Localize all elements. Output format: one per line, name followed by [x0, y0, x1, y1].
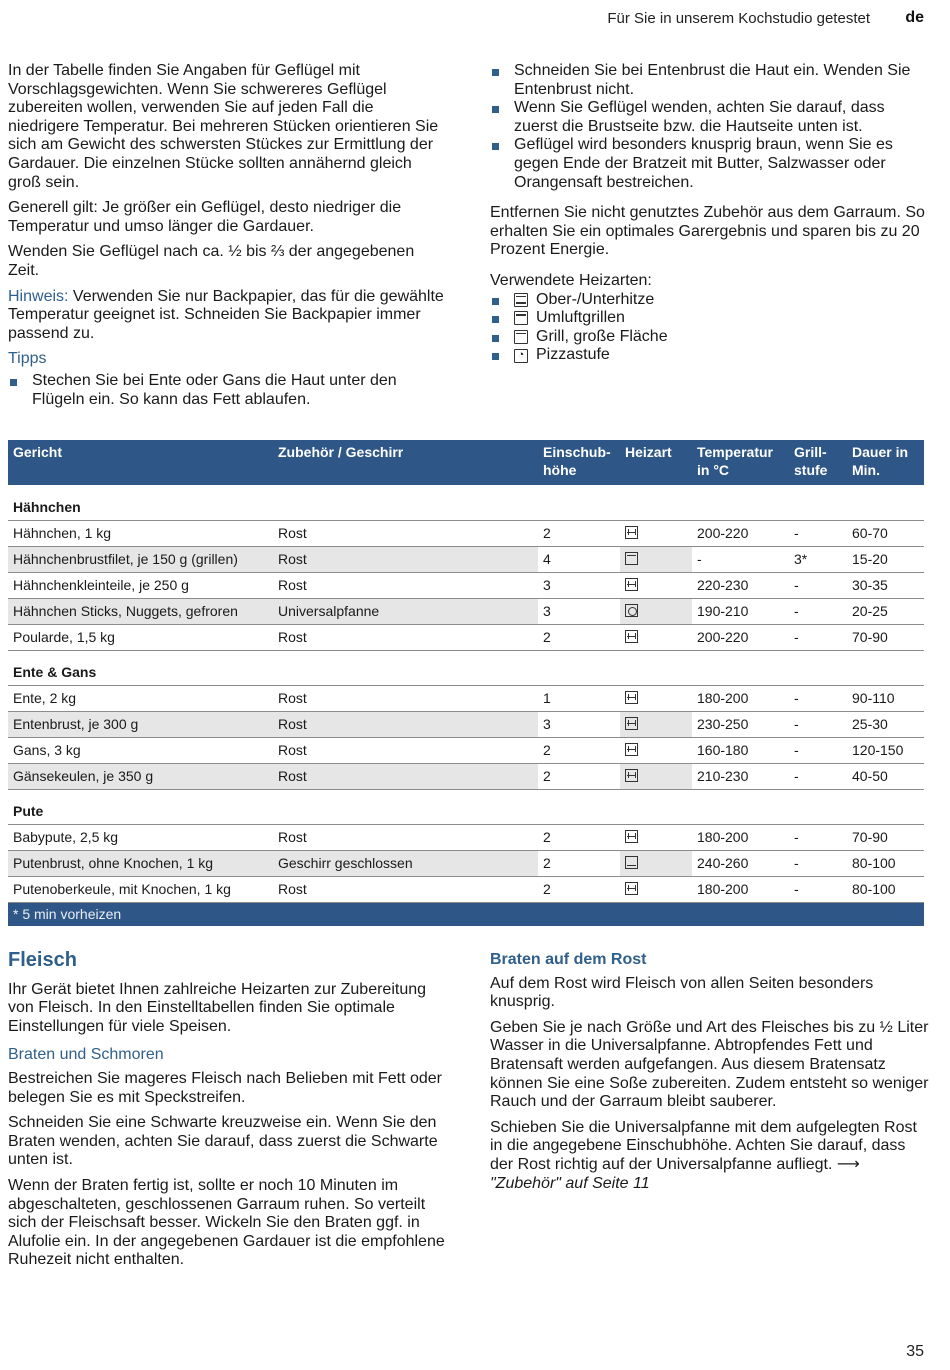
group-title: Ente & Gans	[8, 650, 924, 685]
cell-level: 2	[538, 850, 620, 876]
cell-time: 15-20	[847, 546, 924, 572]
cell-time: 30-35	[847, 572, 924, 598]
meat-intro: Ihr Gerät bietet Ihnen zahlreiche Heizarten zur Zubereitung von Fleisch. In den Einstelltabellen finden Sie optimale Einstellungen für viele Speisen.	[8, 980, 427, 1035]
table-row	[8, 824, 924, 850]
rost-paragraph-2: Geben Sie je nach Größe und Art des Fleisches bis zu ½ Liter Wasser in die Universalpfanne. Abtropfendes Fett und Bratensaft werden aufgefangen. Aus diesem Bratensatz können Sie eine Soße zubereiten. Zudem entsteht so weniger Rauch und der Garraum bleibt sauberer.	[490, 1018, 929, 1111]
page-number: 35	[906, 1343, 924, 1360]
fan-grill-icon	[625, 769, 638, 782]
table-row	[8, 876, 924, 902]
column-header-accessory: Zubehör / Geschirr	[273, 440, 538, 485]
column-header-time: Dauer in Min.	[847, 440, 924, 485]
cell-dish: Gans, 3 kg	[8, 737, 273, 763]
table-row	[8, 520, 924, 546]
cell-dish: Hähnchen Sticks, Nuggets, gefroren	[8, 598, 273, 624]
cell-grill: -	[789, 572, 847, 598]
cell-accessory: Rost	[273, 520, 538, 546]
cell-mode	[620, 546, 692, 572]
header-title: Für Sie in unserem Kochstudio getestet	[607, 10, 870, 27]
braten-heading: Braten und Schmoren	[8, 1046, 164, 1064]
braten-paragraph-3: Wenn der Braten fertig ist, sollte er noch 10 Minuten im abgeschalteten, geschlossenen Garraum ruhen. So verteilt sich der Fleischsaft besser. Wickeln Sie den Braten ggf. in Alufolie ein. In der angegebenen Gardauer ist die empfohlene Ruhezeit nicht enthalten.	[8, 1176, 445, 1269]
cell-grill: 3*	[789, 546, 847, 572]
cell-temp: 200-220	[692, 624, 789, 650]
heating-mode-label: Pizzastufe	[536, 346, 610, 364]
column-header-mode: Heizart	[620, 440, 692, 485]
cell-mode	[620, 876, 692, 902]
heating-modes-heading: Verwendete Heizarten:	[490, 271, 652, 289]
cell-grill: -	[789, 850, 847, 876]
table-row	[8, 763, 924, 789]
cell-temp: 230-250	[692, 711, 789, 737]
cell-mode	[620, 598, 692, 624]
cell-temp: -	[692, 546, 789, 572]
cell-grill: -	[789, 876, 847, 902]
cell-mode	[620, 685, 692, 711]
page-header	[0, 8, 950, 30]
braten-paragraph-1: Bestreichen Sie mageres Fleisch nach Belieben mit Fett oder belegen Sie es mit Speckstreifen.	[8, 1069, 442, 1106]
table-group-row	[8, 789, 924, 824]
cell-accessory: Geschirr geschlossen	[273, 850, 538, 876]
cell-accessory: Rost	[273, 824, 538, 850]
cell-level: 3	[538, 598, 620, 624]
fan-grill-icon	[625, 717, 638, 730]
heating-mode-label: Ober-/Unterhitze	[536, 290, 655, 308]
cell-grill: -	[789, 763, 847, 789]
cell-mode	[620, 711, 692, 737]
cell-temp: 210-230	[692, 763, 789, 789]
cell-dish: Poularde, 1,5 kg	[8, 624, 273, 650]
pizza-setting-icon	[625, 604, 638, 617]
cell-mode	[620, 520, 692, 546]
cell-dish: Entenbrust, je 300 g	[8, 711, 273, 737]
meat-left-column	[8, 951, 448, 1277]
cell-level: 2	[538, 624, 620, 650]
cell-time: 90-110	[847, 685, 924, 711]
section-heading-fleisch: Fleisch	[8, 949, 77, 971]
hint-label: Hinweis:	[8, 287, 69, 305]
language-code: de	[905, 9, 924, 26]
column-header-temp: Temperatur in °C	[692, 440, 789, 485]
table-row	[8, 624, 924, 650]
fan-grill-icon	[625, 578, 638, 591]
rost-paragraph-1: Auf dem Rost wird Fleisch von allen Seiten besonders knusprig.	[490, 974, 874, 1011]
table-group-row	[8, 650, 924, 685]
heating-mode-item	[490, 309, 930, 328]
cell-temp: 180-200	[692, 685, 789, 711]
tips-list-left	[8, 372, 448, 409]
grill-large-icon	[514, 330, 528, 344]
column-header-dish: Gericht	[8, 440, 273, 485]
cell-level: 2	[538, 520, 620, 546]
poultry-settings-table	[8, 440, 924, 926]
cell-level: 1	[538, 685, 620, 711]
table-row	[8, 711, 924, 737]
cell-temp: 180-200	[692, 876, 789, 902]
cell-accessory: Rost	[273, 685, 538, 711]
grill-large-icon	[625, 552, 638, 565]
heating-mode-item	[490, 328, 930, 347]
cell-grill: -	[789, 824, 847, 850]
hint-paragraph	[8, 288, 448, 344]
cell-accessory: Rost	[273, 572, 538, 598]
intro-paragraph-3: Wenden Sie Geflügel nach ca. ½ bis ⅔ der angegebenen Zeit.	[8, 243, 415, 279]
accessory-page-link[interactable]: "Zubehör" auf Seite 11	[490, 1174, 650, 1192]
cell-level: 2	[538, 763, 620, 789]
cell-grill: -	[789, 685, 847, 711]
top-bottom-heat-icon	[625, 856, 638, 869]
table-footnote-row	[8, 902, 924, 926]
heating-mode-label: Umluftgrillen	[536, 309, 625, 327]
cell-level: 2	[538, 824, 620, 850]
cell-level: 4	[538, 546, 620, 572]
cell-accessory: Rost	[273, 763, 538, 789]
cell-dish: Putenoberkeule, mit Knochen, 1 kg	[8, 876, 273, 902]
table-group-row	[8, 485, 924, 520]
fan-grill-icon	[625, 882, 638, 895]
cell-time: 70-90	[847, 624, 924, 650]
cell-time: 70-90	[847, 824, 924, 850]
cell-temp: 190-210	[692, 598, 789, 624]
cell-mode	[620, 572, 692, 598]
heating-modes-list	[490, 291, 930, 365]
tip-item: Stechen Sie bei Ente oder Gans die Haut unter den Flügeln ein. So kann das Fett ablaufen.	[8, 372, 448, 409]
table-row	[8, 546, 924, 572]
tips-heading: Tipps	[8, 350, 47, 368]
cell-dish: Putenbrust, ohne Knochen, 1 kg	[8, 850, 273, 876]
cell-dish: Hähnchenbrustfilet, je 150 g (grillen)	[8, 546, 273, 572]
table-row	[8, 598, 924, 624]
fan-grill-icon	[625, 830, 638, 843]
cell-temp: 240-260	[692, 850, 789, 876]
cell-temp: 200-220	[692, 520, 789, 546]
tip-item: Schneiden Sie bei Entenbrust die Haut ein. Wenden Sie Entenbrust nicht.	[490, 62, 930, 99]
cell-dish: Gänsekeulen, je 350 g	[8, 763, 273, 789]
column-header-grill: Grill- stufe	[789, 440, 847, 485]
cell-accessory: Rost	[273, 624, 538, 650]
cell-dish: Babypute, 2,5 kg	[8, 824, 273, 850]
cell-accessory: Rost	[273, 546, 538, 572]
cell-accessory: Rost	[273, 711, 538, 737]
cell-grill: -	[789, 624, 847, 650]
cell-grill: -	[789, 520, 847, 546]
cell-temp: 220-230	[692, 572, 789, 598]
cell-time: 25-30	[847, 711, 924, 737]
hint-text: Verwenden Sie nur Backpapier, das für die gewählte Temperatur geeignet ist. Schneiden Sie Backpapier immer passend zu.	[8, 287, 444, 342]
column-header-level: Einschub- höhe	[538, 440, 620, 485]
table-row	[8, 850, 924, 876]
table-row	[8, 685, 924, 711]
cell-level: 2	[538, 737, 620, 763]
intro-left-column	[8, 62, 448, 409]
cell-dish: Hähnchen, 1 kg	[8, 520, 273, 546]
fan-grill-icon	[625, 743, 638, 756]
cell-mode	[620, 624, 692, 650]
cell-time: 20-25	[847, 598, 924, 624]
intro-paragraph-2: Generell gilt: Je größer ein Geflügel, desto niedriger die Temperatur und umso länger die Gardauer.	[8, 199, 402, 235]
cell-grill: -	[789, 598, 847, 624]
fan-grill-icon	[625, 630, 638, 643]
cell-mode	[620, 824, 692, 850]
cell-time: 60-70	[847, 520, 924, 546]
cell-mode	[620, 763, 692, 789]
top-bottom-heat-icon	[514, 293, 528, 307]
cell-time: 120-150	[847, 737, 924, 763]
arrow-right-icon: ⟶	[836, 1155, 860, 1173]
cell-time: 40-50	[847, 763, 924, 789]
fan-grill-icon	[514, 311, 528, 325]
cell-accessory: Rost	[273, 876, 538, 902]
cell-time: 80-100	[847, 850, 924, 876]
fan-grill-icon	[625, 691, 638, 704]
cell-level: 2	[538, 876, 620, 902]
cell-mode	[620, 737, 692, 763]
cell-time: 80-100	[847, 876, 924, 902]
heating-mode-item	[490, 291, 930, 310]
cell-accessory: Rost	[273, 737, 538, 763]
cell-dish: Hähnchenkleinteile, je 250 g	[8, 572, 273, 598]
rost-heading: Braten auf dem Rost	[490, 951, 647, 968]
group-title: Pute	[8, 789, 924, 824]
intro-right-column	[490, 62, 930, 365]
tip-item: Wenn Sie Geflügel wenden, achten Sie darauf, dass zuerst die Brustseite bzw. die Hautseite unten ist.	[490, 99, 930, 136]
tip-item: Geflügel wird besonders knusprig braun, wenn Sie es gegen Ende der Bratzeit mit Butter, Salzwasser oder Orangensaft bestreichen.	[490, 136, 930, 192]
cell-grill: -	[789, 737, 847, 763]
fan-grill-icon	[625, 526, 638, 539]
cell-grill: -	[789, 711, 847, 737]
table-header-row	[8, 440, 924, 485]
tips-list-right	[490, 62, 930, 192]
cell-dish: Ente, 2 kg	[8, 685, 273, 711]
accessory-paragraph: Entfernen Sie nicht genutztes Zubehör aus dem Garraum. So erhalten Sie ein optimales Garergebnis und sparen bis zu 20 Prozent Energie.	[490, 204, 925, 259]
cell-mode	[620, 850, 692, 876]
cell-accessory: Universalpfanne	[273, 598, 538, 624]
group-title: Hähnchen	[8, 485, 924, 520]
intro-paragraph-1: In der Tabelle finden Sie Angaben für Geflügel mit Vorschlagsgewichten. Wenn Sie schwereres Geflügel zubereiten wollen, verwenden Sie auf jeden Fall die niedrigere Temperatur. Bei mehreren Stücken orientieren Sie sich am Gewicht des schwersten Stückes zur Ermittlung der Gardauer. Die einzelnen Stücke sollten annähernd gleich groß sein.	[8, 62, 439, 191]
rost-paragraph-3-text: Schieben Sie die Universalpfanne mit dem aufgelegten Rost in die angegebene Einschubhöhe. Achten Sie darauf, dass der Rost richtig auf der Universalpfanne aufliegt.	[490, 1118, 917, 1173]
meat-right-column	[490, 951, 930, 1200]
pizza-setting-icon	[514, 349, 528, 363]
table-footnote: * 5 min vorheizen	[8, 902, 924, 926]
cell-temp: 180-200	[692, 824, 789, 850]
table-row	[8, 737, 924, 763]
cell-temp: 160-180	[692, 737, 789, 763]
cell-level: 3	[538, 711, 620, 737]
heating-mode-label: Grill, große Fläche	[536, 327, 668, 345]
heating-mode-item	[490, 346, 930, 365]
rost-paragraph-3	[490, 1119, 930, 1193]
cell-level: 3	[538, 572, 620, 598]
braten-paragraph-2: Schneiden Sie eine Schwarte kreuzweise ein. Wenn Sie den Braten wenden, achten Sie darauf, dass zuerst die Schwarte unten ist.	[8, 1114, 438, 1169]
table-row	[8, 572, 924, 598]
